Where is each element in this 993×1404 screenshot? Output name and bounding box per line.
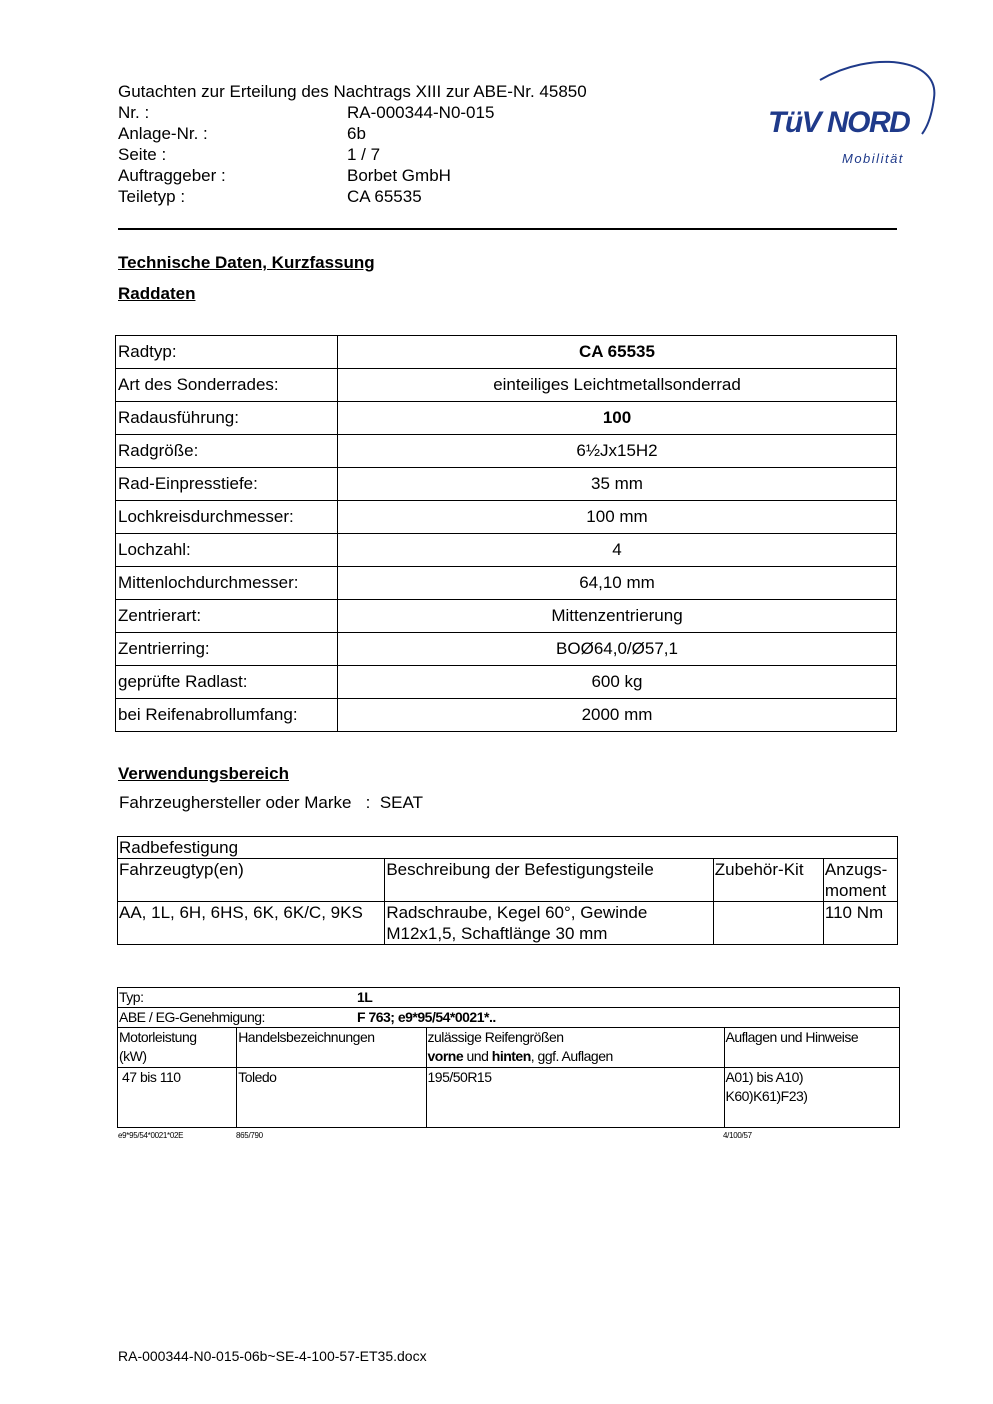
wheel-data-label: Radausführung: <box>116 402 338 435</box>
abe-value <box>357 1008 899 1028</box>
field-value-anlage: 6b <box>347 124 366 143</box>
logo-wordmark: TüV NORD <box>768 106 910 139</box>
wheel-data-row <box>116 369 897 402</box>
wheel-data-row <box>116 600 897 633</box>
wheel-data-value: 6½Jx15H2 <box>338 435 897 468</box>
wheel-data-row <box>116 501 897 534</box>
field-value-auftraggeber: Borbet GmbH <box>347 166 451 185</box>
wheel-data-label: Art des Sonderrades: <box>116 369 338 402</box>
wheel-data-table <box>115 335 897 732</box>
wheel-data-row <box>116 435 897 468</box>
row-tire: 195/50R15 <box>426 1068 724 1128</box>
col-header-tires-rest: , ggf. Auflagen <box>530 1048 613 1064</box>
field-value-nr: RA-000344-N0-015 <box>347 103 495 122</box>
usage-line <box>119 793 423 813</box>
wheel-data-row <box>116 567 897 600</box>
row-notes-2: K60)K61)F23) <box>725 1088 808 1104</box>
wheel-data-value: einteiliges Leichtmetallsonderrad <box>338 369 897 402</box>
wheel-data-row <box>116 468 897 501</box>
header-zubehoer-kit: Zubehör-Kit <box>713 859 823 902</box>
wheel-data-label: Lochkreisdurchmesser: <box>116 501 338 534</box>
usage-value: SEAT <box>379 793 423 812</box>
wheel-data-value: 2000 mm <box>338 699 897 732</box>
document-title: Gutachten zur Erteilung des Nachtrags XIII zur ABE-Nr. 45850 <box>118 82 587 101</box>
field-label-seite: Seite : <box>118 145 167 164</box>
col-header-tires-vorne: vorne <box>427 1048 464 1064</box>
wheel-data-label: Radgröße: <box>116 435 338 468</box>
typ-value-text: 1L <box>357 989 373 1005</box>
wheel-data-row <box>116 633 897 666</box>
wheel-data-value: 64,10 mm <box>338 567 897 600</box>
section-title-technische-daten: Technische Daten, Kurzfassung <box>118 253 375 272</box>
wheel-data-value: BOØ64,0/Ø57,1 <box>338 633 897 666</box>
col-header-power-2: (kW) <box>119 1048 147 1064</box>
row-notes <box>724 1068 899 1128</box>
small-ref-1: e9*95/54*0021*02E <box>118 1131 184 1140</box>
logo-subtitle: Mobilität <box>842 151 904 166</box>
field-label-auftraggeber: Auftraggeber : <box>118 166 226 185</box>
col-header-tires-hinten: hinten <box>491 1048 531 1064</box>
wheel-data-label: Rad-Einpresstiefe: <box>116 468 338 501</box>
col-header-power <box>118 1028 237 1068</box>
col-header-tires <box>426 1028 724 1068</box>
wheel-data-value: 100 <box>338 402 897 435</box>
row-beschreibung-2: M12x1,5, Schaftlänge 30 mm <box>386 924 608 943</box>
section-title-raddaten: Raddaten <box>118 284 196 303</box>
header-anzugsmoment-2: moment <box>824 881 887 900</box>
radbefestigung-table <box>117 836 898 945</box>
wheel-data-label: Mittenlochdurchmesser: <box>116 567 338 600</box>
row-notes-1: A01) bis A10) <box>725 1069 804 1085</box>
row-beschreibung-1: Radschraube, Kegel 60°, Gewinde <box>386 903 648 922</box>
field-value-seite: 1 / 7 <box>347 145 381 164</box>
small-ref-3: 4/100/57 <box>723 1131 752 1140</box>
header-divider <box>118 228 897 230</box>
header-anzugsmoment-1: Anzugs- <box>824 860 888 879</box>
row-anzugsmoment: 110 Nm <box>823 902 897 945</box>
row-zubehoer-kit <box>713 902 823 945</box>
row-name: Toledo <box>237 1068 426 1128</box>
col-header-name: Handelsbezeichnungen <box>237 1028 426 1068</box>
wheel-data-value: 4 <box>338 534 897 567</box>
col-header-power-1: Motorleistung <box>119 1029 197 1045</box>
wheel-data-label: Radtyp: <box>116 336 338 369</box>
wheel-data-row <box>116 336 897 369</box>
field-label-nr: Nr. : <box>118 103 150 122</box>
field-label-anlage: Anlage-Nr. : <box>118 124 208 143</box>
wheel-data-value: 600 kg <box>338 666 897 699</box>
radbefestigung-title: Radbefestigung <box>118 837 898 859</box>
type-table <box>117 987 900 1128</box>
wheel-data-label: geprüfte Radlast: <box>116 666 338 699</box>
row-power: 47 bis 110 <box>118 1068 237 1128</box>
row-fahrzeugtypen: AA, 1L, 6H, 6HS, 6K, 6K/C, 9KS <box>118 902 385 945</box>
wheel-data-row <box>116 402 897 435</box>
wheel-data-row <box>116 666 897 699</box>
typ-label: Typ: <box>118 988 427 1008</box>
field-value-teiletyp: CA 65535 <box>347 187 422 206</box>
wheel-data-value: 100 mm <box>338 501 897 534</box>
wheel-data-label: Zentrierring: <box>116 633 338 666</box>
wheel-data-value: 35 mm <box>338 468 897 501</box>
wheel-data-row <box>116 699 897 732</box>
footer-filename: RA-000344-N0-015-06b~SE-4-100-57-ET35.docx <box>118 1348 427 1364</box>
header-fahrzeugtyp: Fahrzeugtyp(en) <box>118 859 385 902</box>
typ-value <box>357 988 899 1008</box>
field-label-teiletyp: Teiletyp : <box>118 187 186 206</box>
wheel-data-value: CA 65535 <box>338 336 897 369</box>
header-beschreibung: Beschreibung der Befestigungsteile <box>385 859 713 902</box>
usage-label: Fahrzeughersteller oder Marke <box>119 793 352 812</box>
wheel-data-label: bei Reifenabrollumfang: <box>116 699 338 732</box>
col-header-tires-und: und <box>463 1048 492 1064</box>
tuv-nord-logo <box>762 58 942 173</box>
abe-value-text: F 763; e9*95/54*0021*.. <box>357 1009 496 1025</box>
wheel-data-row <box>116 534 897 567</box>
usage-separator: : <box>365 793 371 812</box>
wheel-data-label: Zentrierart: <box>116 600 338 633</box>
header-anzugsmoment <box>823 859 897 902</box>
wheel-data-label: Lochzahl: <box>116 534 338 567</box>
row-beschreibung <box>385 902 713 945</box>
col-header-tires-1: zulässige Reifengrößen <box>427 1029 564 1045</box>
abe-label: ABE / EG-Genehmigung: <box>118 1008 427 1028</box>
wheel-data-value: Mittenzentrierung <box>338 600 897 633</box>
small-ref-2: 865/790 <box>236 1131 263 1140</box>
col-header-notes: Auflagen und Hinweise <box>724 1028 899 1068</box>
section-title-verwendungsbereich: Verwendungsbereich <box>118 764 289 783</box>
